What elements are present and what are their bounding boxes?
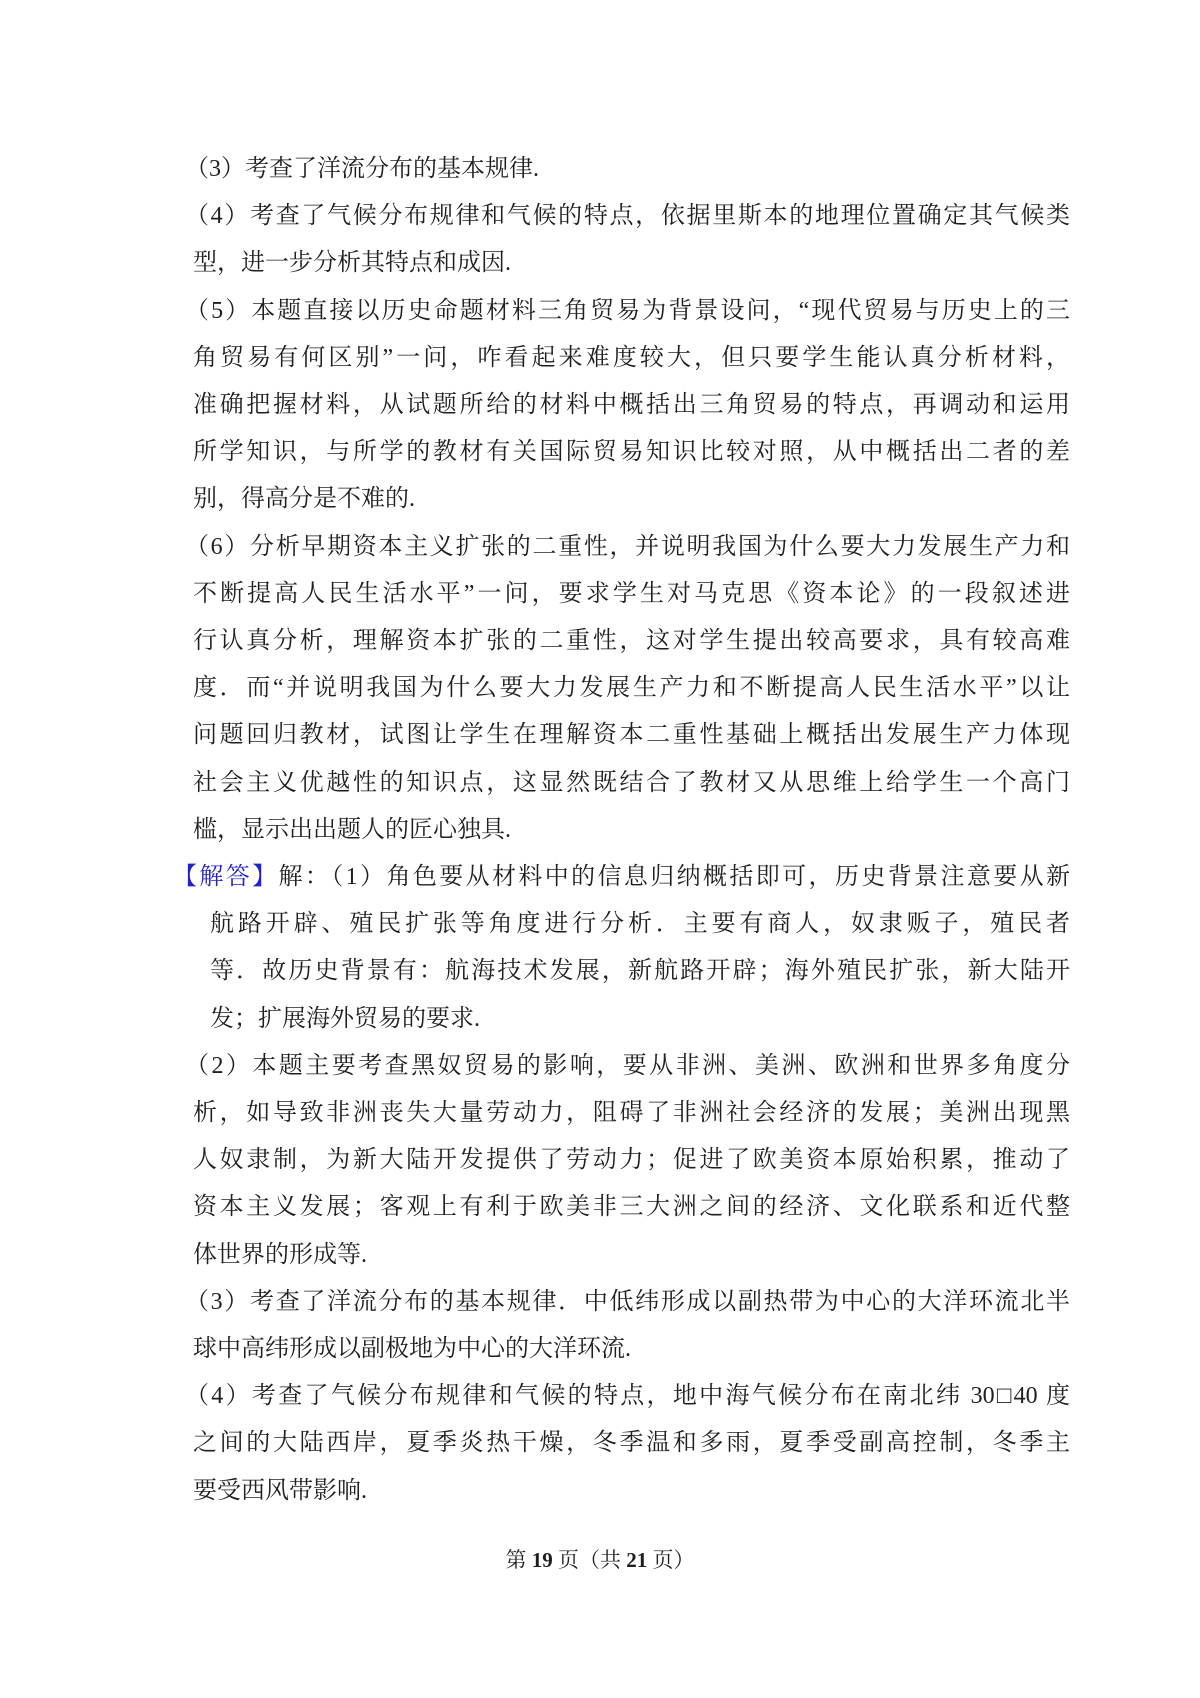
text-line: （4）考查了气候分布规律和气候的特点，地中海气候分布在南北纬 30□40 度 (185, 1383, 1070, 1410)
footer-prefix: 第 (505, 1548, 532, 1572)
numbered-paragraph (0, 1279, 1200, 1373)
text-line: （4）考查了气候分布规律和气候的特点，依据里斯本的地理位置确定其气候类 (185, 203, 1070, 230)
text-line: 要受西风带影响. (193, 1477, 367, 1504)
text-line: 资本主义发展；客观上有利于欧美非三大洲之间的经济、文化联系和近代整 (193, 1194, 1070, 1221)
text-line: 社会主义优越性的知识点，这显然既结合了教材又从思维上给学生一个高门 (193, 769, 1070, 796)
footer-suffix: 页） (647, 1548, 695, 1572)
text-line: 【解答】解：（1）角色要从材料中的信息归纳概括即可，历史背景注意要从新 (173, 864, 1070, 891)
text-line: 人奴隶制，为新大陆开发提供了劳动力；促进了欧美资本原始积累，推动了 (193, 1147, 1070, 1174)
document-body (0, 146, 1200, 1515)
text-line: 球中高纬形成以副极地为中心的大洋环流. (193, 1336, 631, 1363)
footer-middle: 页（共 (552, 1548, 627, 1572)
text-line: 槛，显示出出题人的匠心独具. (193, 816, 511, 843)
text-line: 所学知识，与所学的教材有关国际贸易知识比较对照，从中概括出二者的差 (193, 439, 1070, 466)
text-line: 航路开辟、殖民扩张等角度进行分析．主要有商人，奴隶贩子，殖民者 (210, 911, 1070, 938)
footer-total-pages: 21 (626, 1548, 648, 1572)
numbered-paragraph (0, 524, 1200, 854)
text-line: 析，如导致非洲丧失大量劳动力，阻碍了非洲社会经济的发展；美洲出现黑 (193, 1100, 1070, 1127)
numbered-paragraph (0, 146, 1200, 193)
text-line: 准确把握材料，从试题所给的材料中概括出三角贸易的特点，再调动和运用 (193, 392, 1070, 419)
text-line: 型，进一步分析其特点和成因. (193, 250, 511, 277)
text-line: 角贸易有何区别”一问，咋看起来难度较大，但只要学生能认真分析材料， (193, 344, 1070, 371)
text-line: 问题回归教材，试图让学生在理解资本二重性基础上概括出发展生产力体现 (193, 722, 1070, 749)
text-line: 别，得高分是不难的. (193, 486, 415, 513)
text-line: 行认真分析，理解资本扩张的二重性，这对学生提出较高要求，具有较高难 (193, 628, 1070, 655)
page-footer (0, 1546, 1200, 1574)
text-line: 不断提高人民生活水平”一问，要求学生对马克思《资本论》的一段叙述进 (193, 580, 1070, 607)
text-line: （3）考查了洋流分布的基本规律．中低纬形成以副热带为中心的大洋环流北半 (185, 1288, 1070, 1315)
text-line: 体世界的形成等. (193, 1241, 367, 1268)
numbered-paragraph (0, 1043, 1200, 1279)
text-line: （3）考查了洋流分布的基本规律. (185, 156, 539, 182)
text-line: （2）本题主要考查黑奴贸易的影响，要从非洲、美洲、欧洲和世界多角度分 (185, 1052, 1070, 1079)
text-line: 之间的大陆西岸，夏季炎热干燥，冬季温和多雨，夏季受副高控制，冬季主 (193, 1430, 1070, 1457)
text-line: （6）分析早期资本主义扩张的二重性，并说明我国为什么要大力发展生产力和 (185, 533, 1070, 560)
footer-page-number: 19 (531, 1548, 553, 1572)
text-line: （5）本题直接以历史命题材料三角贸易为背景设问，“现代贸易与历史上的三 (185, 297, 1070, 324)
numbered-paragraph (0, 1373, 1200, 1515)
text-line: 度．而“并说明我国为什么要大力发展生产力和不断提高人民生活水平”以让 (193, 675, 1070, 702)
text-line: 等．故历史背景有：航海技术发展，新航路开辟；海外殖民扩张，新大陆开 (210, 958, 1070, 985)
numbered-paragraph (0, 288, 1200, 524)
numbered-paragraph (0, 193, 1200, 287)
answer-label: 【解答】 (173, 864, 279, 891)
answer-paragraph (0, 854, 1200, 1043)
text-line: 发；扩展海外贸易的要求. (210, 1005, 480, 1032)
